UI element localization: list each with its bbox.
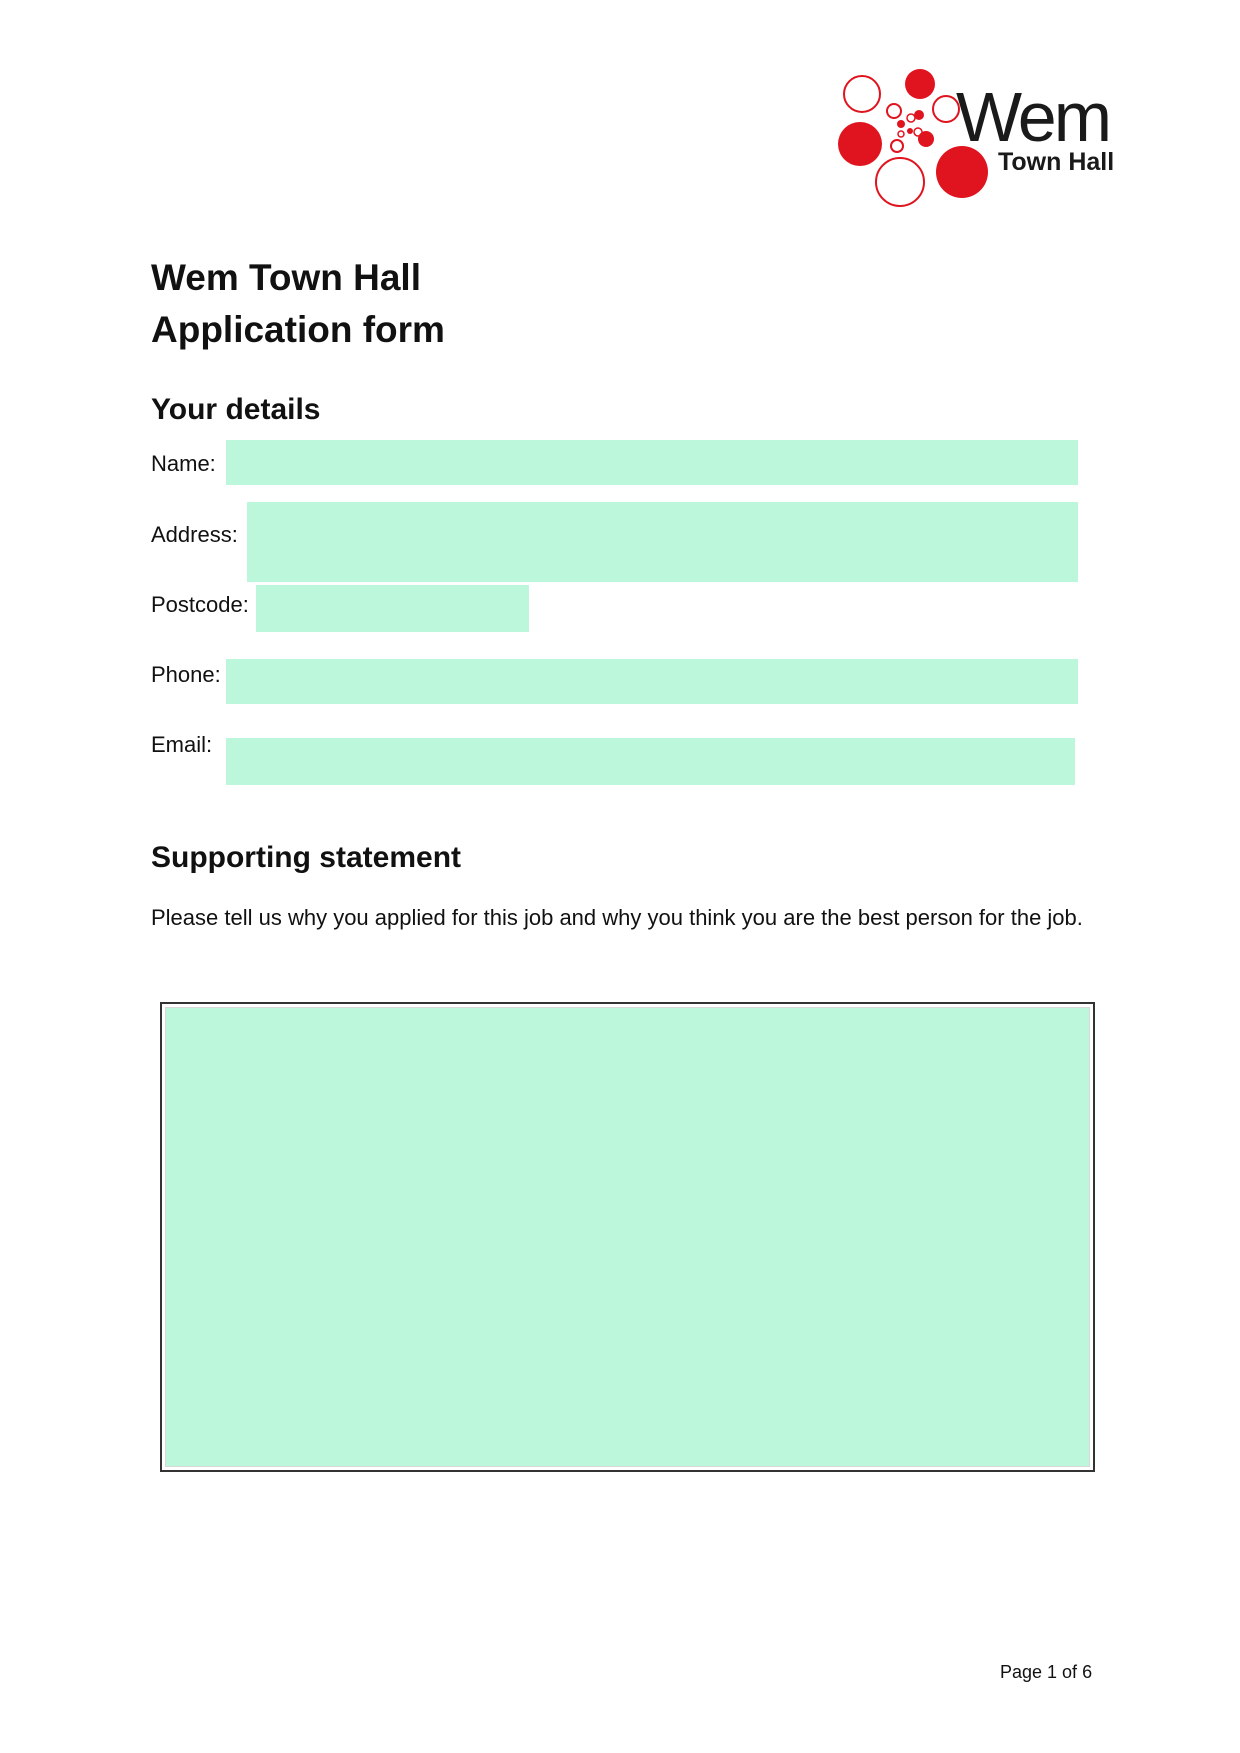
postcode-label: Postcode: [151,592,249,617]
name-field[interactable] [226,440,1078,485]
title-line-2: Application form [151,309,445,350]
page-title [151,252,445,356]
postcode-field[interactable] [256,585,529,632]
email-field[interactable] [226,738,1075,785]
title-line-1: Wem Town Hall [151,257,421,298]
supporting-statement-heading: Supporting statement [151,841,462,874]
page-number: Page 1 of 6 [1000,1662,1093,1682]
logo-word: Wem [956,78,1110,156]
supporting-statement-box [160,1002,1095,1472]
wem-town-hall-logo [838,64,1120,214]
supporting-statement-field[interactable] [165,1007,1090,1467]
address-label: Address: [151,522,238,547]
logo-subtitle: Town Hall [998,148,1115,176]
email-label: Email: [151,732,213,757]
your-details-heading: Your details [151,393,321,426]
phone-field[interactable] [226,659,1078,704]
supporting-statement-prompt: Please tell us why you applied for this job and why you think you are the best person for the job. [151,905,1083,930]
phone-label: Phone: [151,662,221,687]
address-field[interactable] [247,502,1078,582]
name-label: Name: [151,451,216,476]
